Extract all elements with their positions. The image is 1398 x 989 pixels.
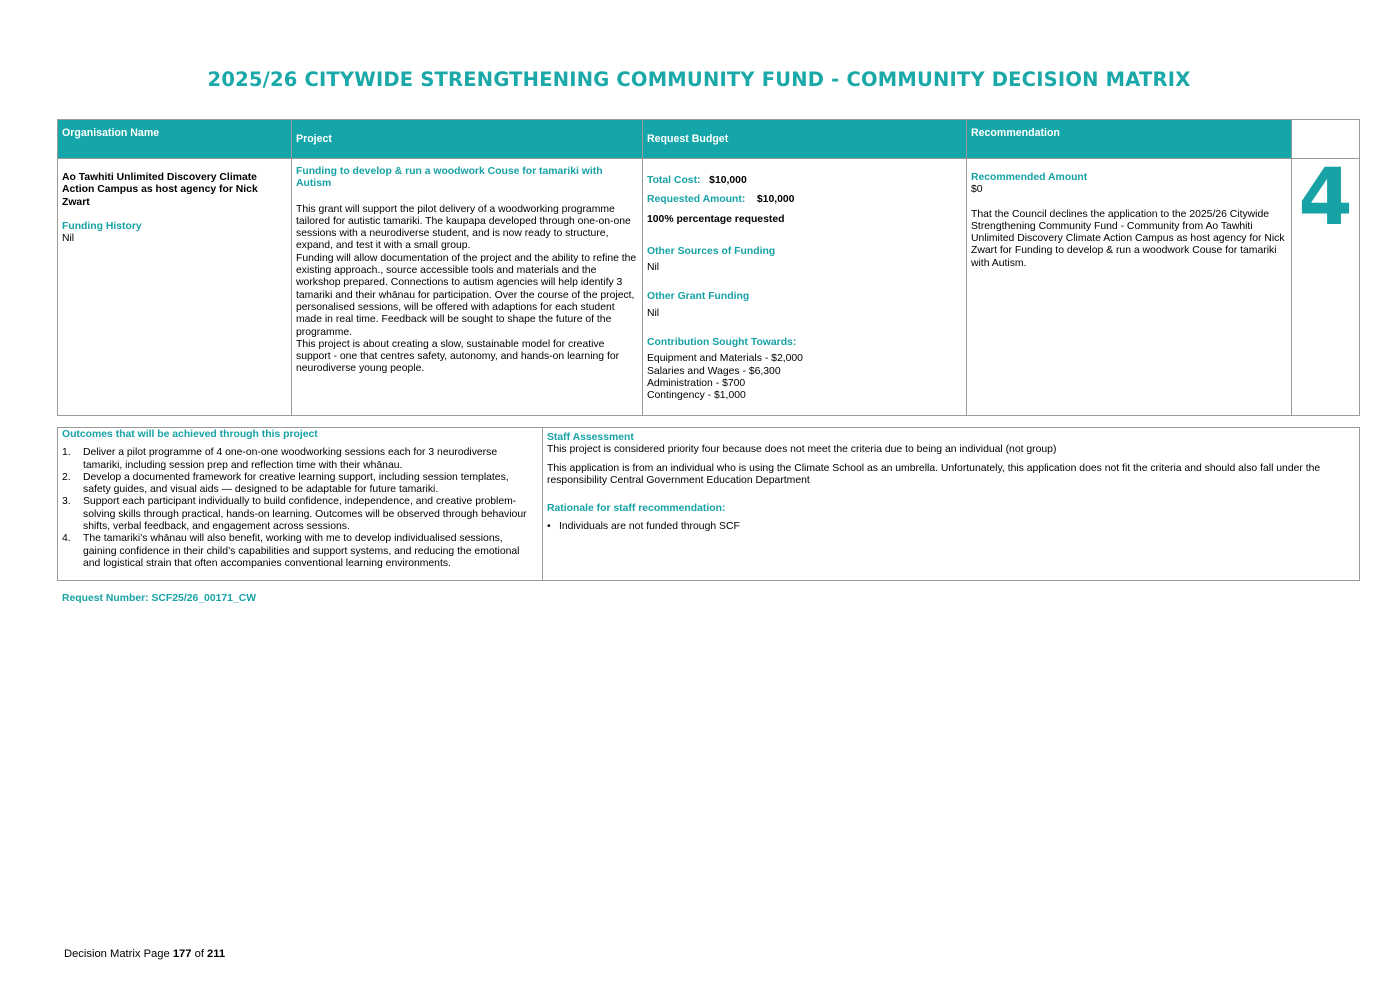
- application-row: [58, 159, 1360, 416]
- outcome-item: 4. The tamariki’s whānau will also benefit, working with me to develop individualised sessions, gaining confidence in their child’s capabilities and support systems, and reducing the emotional and logistical strain that often accompanies conventional learning environments.: [62, 533, 520, 569]
- staff-assessment-label: Staff Assessment: [547, 432, 634, 443]
- requested-amount-value: $10,000: [756, 194, 795, 206]
- header-row: [58, 120, 1360, 159]
- outcomes-cell: [58, 428, 543, 581]
- recommendation-text: That the Council declines the application to the 2025/26 Citywide Strengthening Community Fund - Community from Ao Tawhiti Unlimited Discovery Climate Action Campus as host agency for Nick Zwart for Funding to develop & run a woodwork Couse for tamariki with Autism.: [971, 208, 1285, 269]
- request-number: Request Number: SCF25/26_00171_CW: [62, 593, 257, 604]
- outcome-item: 3. Support each participant individually to build confidence, independence, and creative problem-solving skills through practical, hands-on learning. Outcomes will be observed through behaviour shifts, verbal feedback, and engagement across sessions.: [62, 496, 527, 533]
- outcomes-label: Outcomes that will be achieved through this project: [62, 429, 318, 440]
- contribution-item: Equipment and Materials - $2,000: [647, 353, 803, 365]
- organisation-cell: [58, 159, 292, 416]
- other-sources-value: Nil: [647, 262, 660, 274]
- header-recommendation: Recommendation: [967, 120, 1292, 159]
- header-organisation: Organisation Name: [58, 120, 292, 159]
- other-grant-label: Other Grant Funding: [647, 291, 750, 303]
- rationale-item: • Individuals are not funded through SCF: [559, 521, 1355, 533]
- project-para-1: This grant will support the pilot delivery of a woodworking programme tailored for autistic tamariki. The kaupapa developed through one-on-one sessions with a neurodiverse student, and is now ready to structure, expand, and test it with a small group.: [296, 203, 631, 252]
- outcome-item: 1. Deliver a pilot programme of 4 one-on-one woodworking sessions each for 3 neurodiverse tamariki, including session prep and reflection time with their whānau.: [62, 447, 498, 471]
- recommendation-cell: [967, 159, 1292, 416]
- requested-amount-label: Requested Amount:: [647, 194, 746, 206]
- outcome-item: 2. Develop a documented framework for creative learning support, including session templates, safety guides, and visual aids — designed to be adaptable for future tamariki.: [62, 471, 509, 496]
- funding-history-label: Funding History: [62, 220, 142, 232]
- other-grant-value: Nil: [647, 307, 660, 319]
- staff-assessment-line-2: This application is from an individual who is using the Climate School as an umbrella. Unfortunately, this application does not fit the criteria and should also fall under the responsibility Central Government Education Department: [547, 462, 1321, 486]
- header-budget: Request Budget: [643, 120, 967, 159]
- organisation-name: Ao Tawhiti Unlimited Discovery Climate Action Campus as host agency for Nick Zwart: [62, 172, 258, 208]
- budget-cell: [643, 159, 967, 416]
- total-cost-label: Total Cost:: [647, 175, 701, 186]
- contribution-item: Salaries and Wages - $6,300: [647, 365, 781, 377]
- funding-history-value: Nil: [62, 233, 75, 245]
- decision-matrix-table: [57, 119, 1360, 416]
- footer-total-pages: 211: [207, 948, 226, 960]
- rationale-list: [547, 521, 1355, 533]
- staff-assessment-line-1: This project is considered priority four because does not meet the criteria due to being an individual (not group): [547, 444, 1057, 456]
- project-para-2: Funding will allow documentation of the project and the ability to refine the existing approach., source accessible tools and materials and the workshop prepared. Connections to autism agencies will help identify 3 tamariki and their whānau for participation. Over the course of the project, personalised sessions, will be offered with adaptions for each student made in real time. Feedback will be sought to shape the future of the programme.: [296, 252, 637, 338]
- staff-assessment-cell: [543, 428, 1360, 581]
- footer-of: of: [191, 948, 208, 960]
- recommended-amount-label: Recommended Amount: [971, 172, 1088, 183]
- other-sources-label: Other Sources of Funding: [647, 245, 776, 257]
- page-footer: [64, 948, 225, 960]
- percentage-requested: 100% percentage requested: [647, 213, 785, 225]
- total-cost-value: $10,000: [709, 175, 747, 186]
- header-project: Project: [292, 120, 643, 159]
- outcomes-list: [62, 447, 538, 570]
- project-cell: [292, 159, 643, 416]
- assessment-table: [57, 427, 1360, 581]
- contribution-label: Contribution Sought Towards:: [647, 337, 797, 349]
- project-para-3: This project is about creating a slow, sustainable model for creative support - one that centres safety, autonomy, and hands-on learning for neurodiverse young people.: [296, 338, 620, 375]
- priority-number: 4: [1292, 159, 1360, 416]
- page-title: 2025/26 CITYWIDE STRENGTHENING COMMUNITY FUND - COMMUNITY DECISION MATRIX: [207, 68, 1191, 91]
- footer-page-number: 177: [172, 948, 192, 960]
- rationale-label: Rationale for staff recommendation:: [547, 503, 726, 515]
- recommended-amount-value: $0: [971, 184, 983, 196]
- project-title: Funding to develop & run a woodwork Couse for tamariki with Autism: [296, 166, 603, 190]
- contribution-item: Administration - $700: [647, 377, 746, 389]
- contribution-item: Contingency - $1,000: [647, 390, 746, 402]
- footer-prefix: Decision Matrix Page: [64, 948, 173, 960]
